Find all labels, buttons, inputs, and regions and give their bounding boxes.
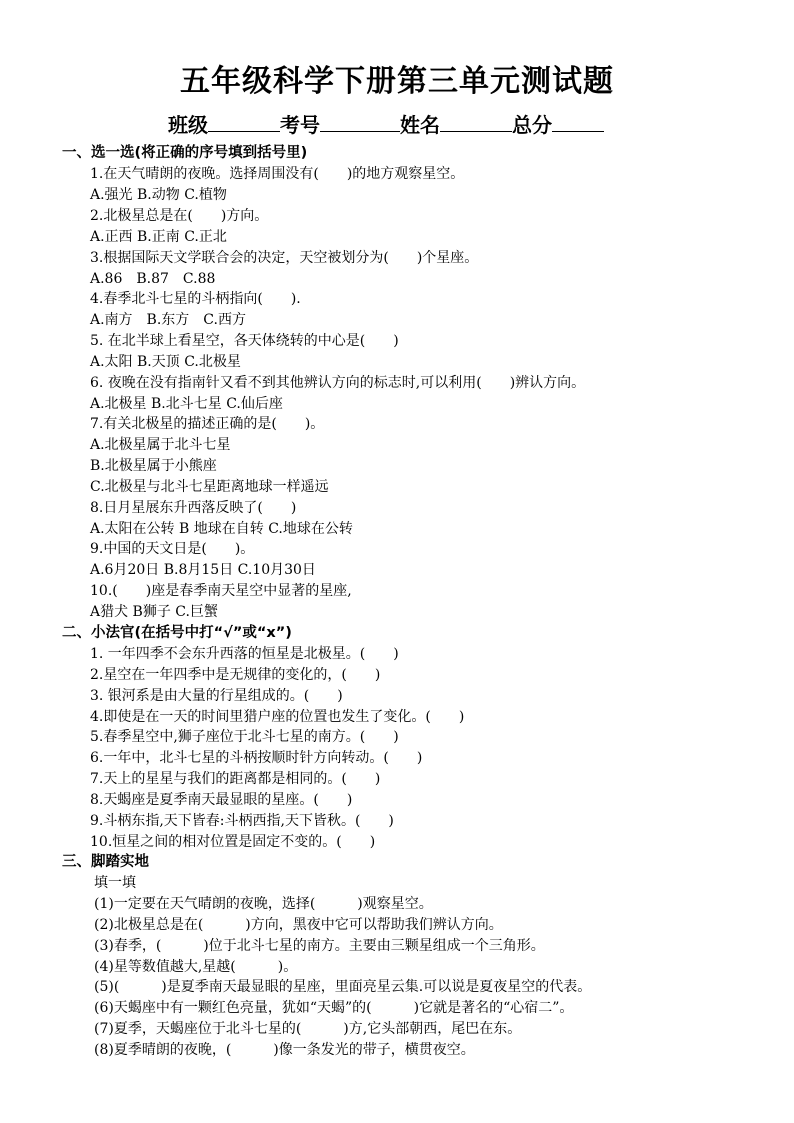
score-label: 总分	[512, 113, 552, 137]
question-line: 2.北极星总是在( )方向。	[90, 208, 269, 224]
fill-subheading: 填一填	[94, 875, 136, 891]
name-label: 姓名	[400, 113, 440, 137]
judge-line: 8.天蝎座是夏季南天最显眼的星座。( )	[90, 792, 353, 808]
question-line: 6. 夜晚在没有指南针又看不到其他辨认方向的标志时,可以利用( )辨认方向。	[90, 375, 586, 391]
fill-line: (7)夏季，天蝎座位于北斗七星的( )方,它头部朝西，尾巴在东。	[94, 1021, 522, 1037]
section3-heading: 三、脚踏实地	[62, 854, 149, 870]
judge-line: 5.春季星空中,狮子座位于北斗七星的南方。( )	[90, 729, 399, 745]
options-line: A.强光 B.动物 C.植物	[90, 187, 227, 203]
options-line: A.北极星 B.北斗七星 C.仙后座	[90, 396, 283, 412]
options-line: A.6月20日 B.8月15日 C.10月30日	[90, 562, 316, 578]
judge-line: 7.天上的星星与我们的距离都是相同的。( )	[90, 771, 381, 787]
options-line: C.北极星与北斗七星距离地球一样遥远	[90, 479, 329, 495]
options-line: B.北极星属于小熊座	[90, 458, 217, 474]
fill-line: (1)一定要在天气晴朗的夜晚，选择( )观察星空。	[94, 896, 433, 912]
options-line: A猎犬 B狮子 C.巨蟹	[90, 604, 218, 620]
class-blank[interactable]	[208, 111, 280, 132]
fill-line: (4)星等数值越大,星越( )。	[94, 959, 298, 975]
judge-line: 6.一年中，北斗七星的斗柄按顺时针方向转动。( )	[90, 750, 423, 766]
section1-heading: 一、选一选(将正确的序号填到括号里)	[62, 145, 308, 161]
exam-no-blank[interactable]	[320, 111, 400, 132]
options-line: A.86 B.87 C.88	[90, 271, 216, 287]
options-line: A.正西 B.正南 C.正北	[90, 229, 227, 245]
options-line: A.太阳在公转 B 地球在自转 C.地球在公转	[90, 521, 353, 537]
header-fields	[168, 111, 604, 138]
class-label: 班级	[168, 113, 208, 137]
fill-line: (3)春季，( )位于北斗七星的南方。主要由三颗星组成一个三角形。	[94, 938, 545, 954]
judge-line: 9.斗柄东指,天下皆春:斗柄西指,天下皆秋。( )	[90, 813, 394, 829]
fill-line: (2)北极星总是在( )方向，黑夜中它可以帮助我们辨认方向。	[94, 917, 503, 933]
question-line: 9.中国的天文日是( )。	[90, 541, 255, 557]
exam-no-label: 考号	[280, 113, 320, 137]
options-line: A.南方 B.东方 C.西方	[90, 312, 246, 328]
score-blank[interactable]	[552, 111, 604, 132]
fill-line: (5)( )是夏季南天最显眼的星座，里面亮星云集.可以说是夏夜星空的代表。	[94, 979, 592, 995]
judge-line: 1. 一年四季不会东升西落的恒星是北极星。( )	[90, 646, 399, 662]
page-title: 五年级科学下册第三单元测试题	[180, 64, 614, 99]
fill-line: (6)天蝎座中有一颗红色亮量，犹如“天蝎”的( )它就是著名的“心宿二”。	[94, 1000, 574, 1016]
options-line: A.太阳 B.天顶 C.北极星	[90, 354, 241, 370]
section2-heading: 二、小法官(在括号中打“√”或“x”)	[62, 625, 292, 641]
options-line: A.北极星属于北斗七星	[90, 437, 231, 453]
judge-line: 2.星空在一年四季中是无规律的变化的，( )	[90, 667, 381, 683]
judge-line: 4.即使是在一天的时间里猎户座的位置也发生了变化。( )	[90, 709, 465, 725]
question-line: 8.日月星展东升西落反映了( )	[90, 500, 297, 516]
question-line: 1.在天气晴朗的夜晚。选择周围没有( )的地方观察星空。	[90, 166, 465, 182]
question-line: 4.春季北斗七星的斗柄指向( ).	[90, 291, 301, 307]
question-line: 7.有关北极星的描述正确的是( )。	[90, 416, 325, 432]
name-blank[interactable]	[440, 111, 512, 132]
fill-line: (8)夏季晴朗的夜晚，( )像一条发光的带子，横贯夜空。	[94, 1042, 475, 1058]
question-line: 5. 在北半球上看星空，各天体绕转的中心是( )	[90, 333, 399, 349]
question-line: 10.( )座是春季南天星空中显著的星座,	[90, 583, 352, 599]
judge-line: 3. 银河系是由大量的行星组成的。( )	[90, 688, 343, 704]
judge-line: 10.恒星之间的相对位置是固定不变的。( )	[90, 834, 376, 850]
question-line: 3.根据国际天文学联合会的决定，天空被划分为( )个星座。	[90, 250, 479, 266]
